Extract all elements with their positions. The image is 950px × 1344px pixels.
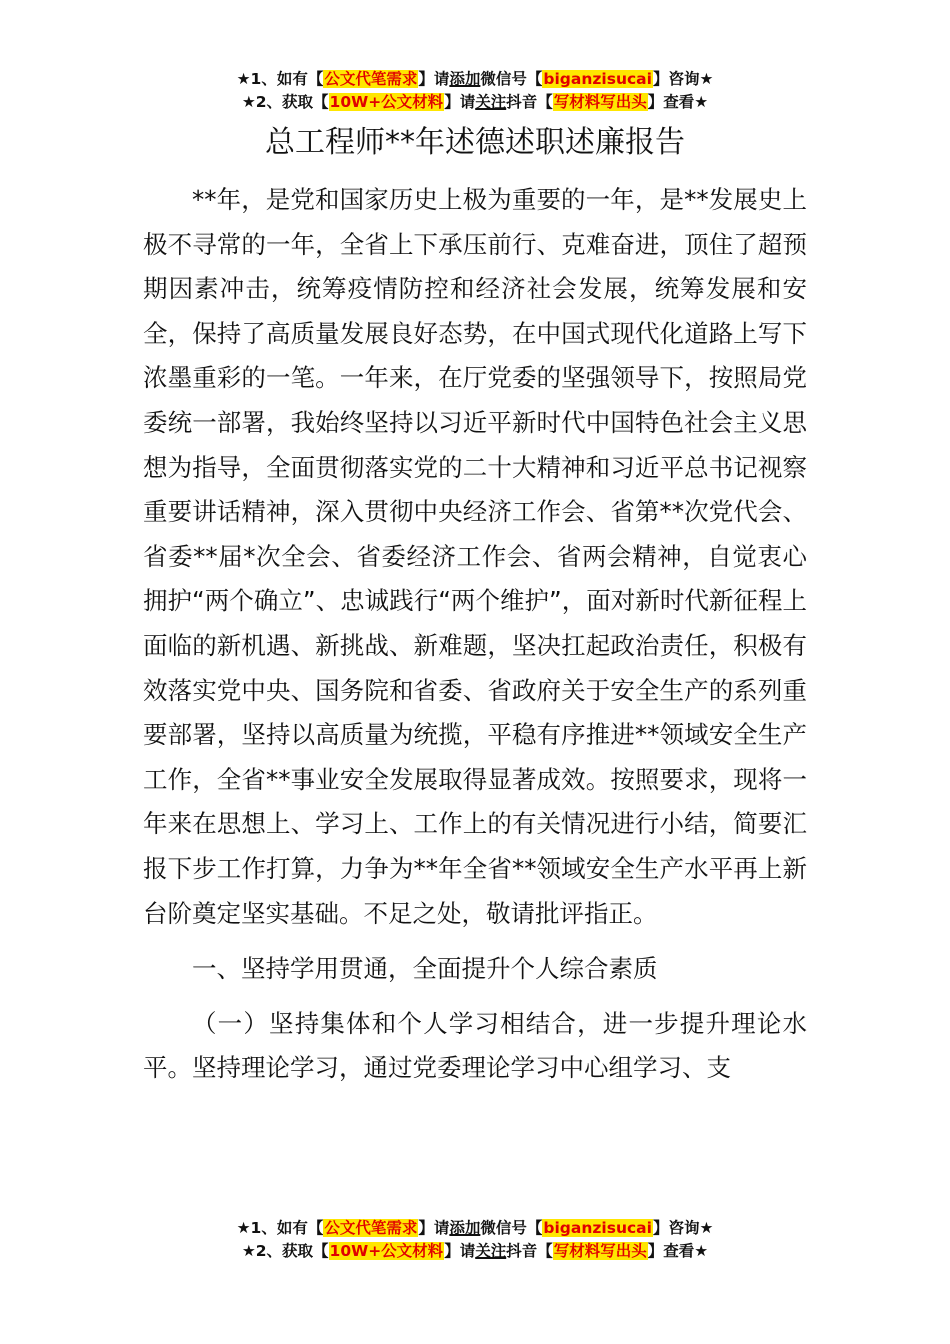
banner-text: 2、获取【: [255, 93, 329, 111]
banner-text: 1、如有【: [250, 70, 324, 88]
banner-text: 】查看: [647, 1242, 695, 1260]
footer-banner: [0, 1217, 950, 1263]
star-icon: ★: [236, 1219, 251, 1237]
banner-text: 】咨询: [652, 1219, 700, 1237]
banner-emphasis: 关注: [475, 1242, 507, 1260]
star-icon: ★: [236, 70, 251, 88]
star-icon: ★: [241, 1242, 256, 1260]
banner-text: 2、获取【: [255, 1242, 329, 1260]
banner-emphasis: 关注: [475, 93, 507, 111]
banner-highlight: 公文代笔需求: [324, 70, 418, 88]
banner-emphasis: 添加: [449, 1219, 481, 1237]
banner-text: 1、如有【: [250, 1219, 324, 1237]
banner-highlight: 10W+公文材料: [329, 1242, 444, 1260]
banner-highlight: 写材料写出头: [553, 93, 647, 111]
banner-text: 】请: [444, 93, 476, 111]
banner-text: 抖音【: [506, 1242, 553, 1260]
banner-line-2: [0, 91, 950, 114]
banner-emphasis: 添加: [449, 70, 481, 88]
intro-paragraph: **年，是党和国家历史上极为重要的一年，是**发展史上极不寻常的一年，全省上下承压前行、克难奋进，顶住了超预期因素冲击，统筹疫情防控和经济社会发展，统筹发展和安全，保持了高质量发展良好态势，在中国式现代化道路上写下浓墨重彩的一笔。一年来，在厅党委的坚强领导下，按照局党委统一部署，我始终坚持以习近平新时代中国特色社会主义思想为指导，全面贯彻落实党的二十大精神和习近平总书记视察重要讲话精神，深入贯彻中央经济工作会、省第**次党代会、省委**届*次全会、省委经济工作会、省两会精神，自觉衷心拥护“两个确立”、忠诚践行“两个维护”，面对新时代新征程上面临的新机遇、新挑战、新难题，坚决扛起政治责任，积极有效落实党中央、国务院和省委、省政府关于安全生产的系列重要部署，坚持以高质量为统揽，平稳有序推进**领域安全生产工作，全省**事业安全发展取得显著成效。按照要求，现将一年来在思想上、学习上、工作上的有关情况进行小结，简要汇报下步工作打算，力争为**年全省**领域安全生产水平再上新台阶奠定坚实基础。不足之处，敬请批评指正。: [143, 185, 807, 928]
banner-text: 】请: [444, 1242, 476, 1260]
banner-text: 】咨询: [652, 70, 700, 88]
header-banner: [0, 68, 950, 114]
star-icon: ★: [699, 70, 714, 88]
banner-line-1: [0, 1217, 950, 1240]
star-icon: ★: [694, 93, 709, 111]
star-icon: ★: [694, 1242, 709, 1260]
document-body: [143, 178, 807, 1091]
banner-text: 】请: [418, 70, 450, 88]
banner-text: 微信号【: [480, 1219, 543, 1237]
banner-text: 】请: [418, 1219, 450, 1237]
banner-text: 】查看: [647, 93, 695, 111]
banner-text: 微信号【: [480, 70, 543, 88]
banner-highlight: 10W+公文材料: [329, 93, 444, 111]
star-icon: ★: [241, 93, 256, 111]
banner-line-1: [0, 68, 950, 91]
document-title: 总工程师**年述德述职述廉报告: [265, 125, 685, 160]
banner-text: 抖音【: [506, 93, 553, 111]
banner-highlight: biganzisucai: [543, 1219, 652, 1237]
banner-highlight: biganzisucai: [543, 70, 652, 88]
section-heading: 一、坚持学用贯通，全面提升个人综合素质: [192, 954, 658, 984]
star-icon: ★: [699, 1219, 714, 1237]
banner-highlight: 写材料写出头: [553, 1242, 647, 1260]
subsection-paragraph: （一）坚持集体和个人学习相结合，进一步提升理论水平。坚持理论学习，通过党委理论学习中心组学习、支: [143, 1008, 807, 1083]
banner-line-2: [0, 1240, 950, 1263]
banner-highlight: 公文代笔需求: [324, 1219, 418, 1237]
